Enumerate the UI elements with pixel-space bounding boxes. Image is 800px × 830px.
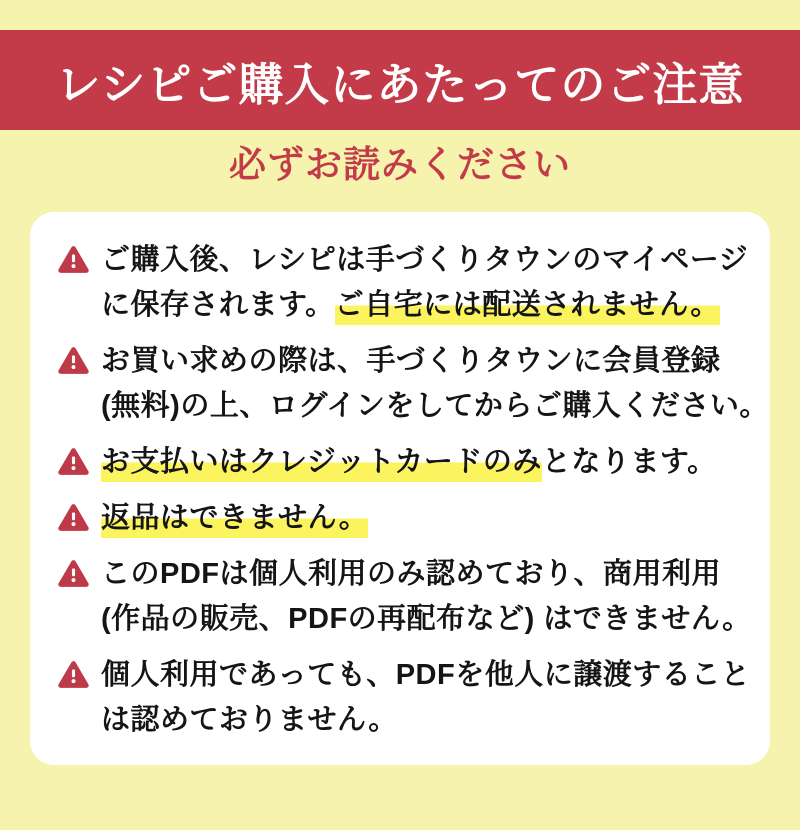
notice-line [101,339,769,384]
notice-item [58,339,769,429]
notice-text [101,238,748,328]
notice-line [101,384,769,429]
plain-text: 個人利用であっても、PDFを他人に譲渡すること [101,659,751,691]
highlighted-text: 返品はできません。 [101,502,368,538]
notice-line [101,283,748,328]
warning-triangle-icon [58,660,89,690]
highlighted-text: お支払いはクレジットカードのみ [101,446,542,482]
notice-page [0,30,800,830]
must-read-subtitle: 必ずお読みください [229,144,571,185]
notice-item [58,440,734,485]
notice-line [101,552,752,597]
notice-text [101,552,752,642]
notice-line [101,238,748,283]
plain-text: (無料)の上、ログインをしてからご購入ください。 [101,390,769,422]
notice-line [101,653,750,698]
notice-item [58,552,752,642]
notice-line [101,698,750,743]
warning-triangle-icon [58,447,89,477]
warning-triangle-icon [58,559,89,589]
notice-line [101,440,717,485]
highlighted-text: ご自宅には配送されません。 [335,289,720,325]
page-title: レシピご購入にあたってのご注意 [55,58,745,110]
plain-text: は認めておりません。 [101,704,398,736]
warning-triangle-icon [58,245,89,275]
notice-line [101,597,752,642]
notice-list [58,238,769,743]
notice-text [101,440,717,485]
notice-item [58,653,751,743]
notice-text [101,339,769,429]
plain-text: お買い求めの際は、手づくりタウンに会員登録 [101,345,721,377]
notice-item [58,496,734,541]
plain-text: となります。 [541,446,717,478]
warning-triangle-icon [58,346,89,376]
notice-line [101,496,368,541]
notice-text [101,653,750,743]
notice-item [58,238,749,328]
plain-text: に保存されます。 [101,289,335,321]
warning-triangle-icon [58,503,89,533]
plain-text: (作品の販売、PDFの再配布など) はできません。 [101,603,752,635]
header-banner [0,30,800,130]
notice-text [101,496,368,541]
plain-text: このPDFは個人利用のみ認めており、商用利用 [101,558,722,590]
plain-text: ご購入後、レシピは手づくりタウンのマイページ [101,244,749,276]
notice-card [30,212,770,765]
